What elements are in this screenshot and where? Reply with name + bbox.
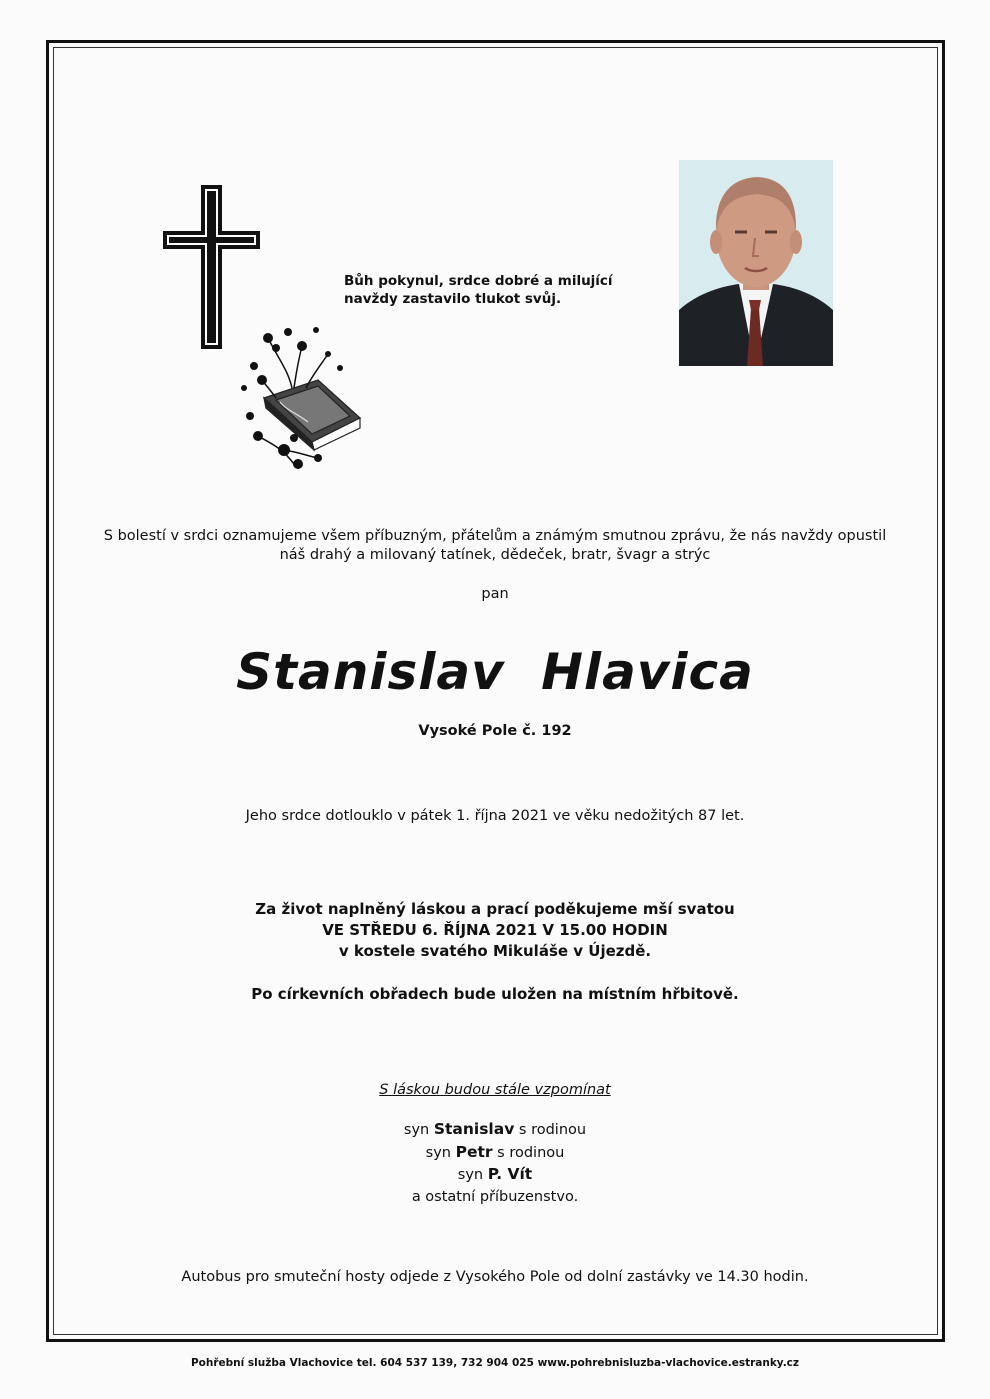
verse-text bbox=[344, 272, 613, 308]
mourners-list bbox=[60, 1119, 930, 1208]
mass-announcement bbox=[60, 899, 930, 962]
mourner-suffix: s rodinou bbox=[518, 1122, 587, 1138]
flowers-book-icon bbox=[228, 318, 364, 480]
mass-line-3: v kostele svatého Mikuláše v Újezdě. bbox=[338, 942, 652, 960]
mourner-suffix: a ostatní příbuzenstvo. bbox=[411, 1188, 579, 1205]
mourner-suffix: s rodinou bbox=[497, 1144, 565, 1161]
intro-text bbox=[60, 527, 930, 565]
mourner-item bbox=[60, 1187, 930, 1209]
verse-line-2: navždy zastavilo tlukot svůj. bbox=[344, 291, 562, 307]
mourner-name: Stanislav bbox=[433, 1120, 515, 1138]
mass-line-1: Za život naplněný láskou a prací poděkujeme mší svatou bbox=[255, 900, 735, 918]
mourner-relation: syn bbox=[425, 1144, 451, 1161]
remember-heading: S láskou budou stále vzpomínat bbox=[379, 1082, 611, 1098]
address: Vysoké Pole č. 192 bbox=[418, 723, 572, 739]
footer-contact: Pohřební služba Vlachovice tel. 604 537 139, 732 904 025 www.pohrebnisluzba-vlachovice.estranky.cz bbox=[190, 1357, 800, 1369]
death-notice: Jeho srdce dotlouklo v pátek 1. října 2021 ve věku nedožitých 87 let. bbox=[245, 808, 745, 824]
burial-notice: Po církevních obřadech bude uložen na místním hřbitově. bbox=[251, 985, 739, 1003]
mourner-item bbox=[60, 1164, 930, 1187]
mourner-relation: syn bbox=[403, 1122, 430, 1138]
intro-line-2: náš drahý a milovaný tatínek, dědeček, bratr, švagr a strýc bbox=[279, 547, 711, 563]
mourner-item bbox=[60, 1142, 930, 1165]
mass-line-2: VE STŘEDU 6. ŘÍJNA 2021 V 15.00 HODIN bbox=[322, 921, 668, 939]
intro-line-1: S bolestí v srdci oznamujeme všem příbuzným, přátelům a známým smutnou zprávu, že nás navždy opustil bbox=[103, 528, 887, 544]
verse-line-1: Bůh pokynul, srdce dobré a milující bbox=[344, 273, 613, 289]
title-word: pan bbox=[481, 586, 509, 602]
deceased-name: Stanislav Hlavica bbox=[236, 643, 754, 701]
portrait-photo bbox=[679, 160, 833, 366]
mourner-name: Petr bbox=[455, 1142, 493, 1161]
bus-notice: Autobus pro smuteční hosty odjede z Vysokého Pole od dolní zastávky ve 14.30 hodin. bbox=[181, 1269, 809, 1285]
mourner-item bbox=[60, 1119, 930, 1142]
mourner-relation: syn bbox=[457, 1167, 484, 1183]
mourner-name: P. Vít bbox=[487, 1165, 533, 1183]
